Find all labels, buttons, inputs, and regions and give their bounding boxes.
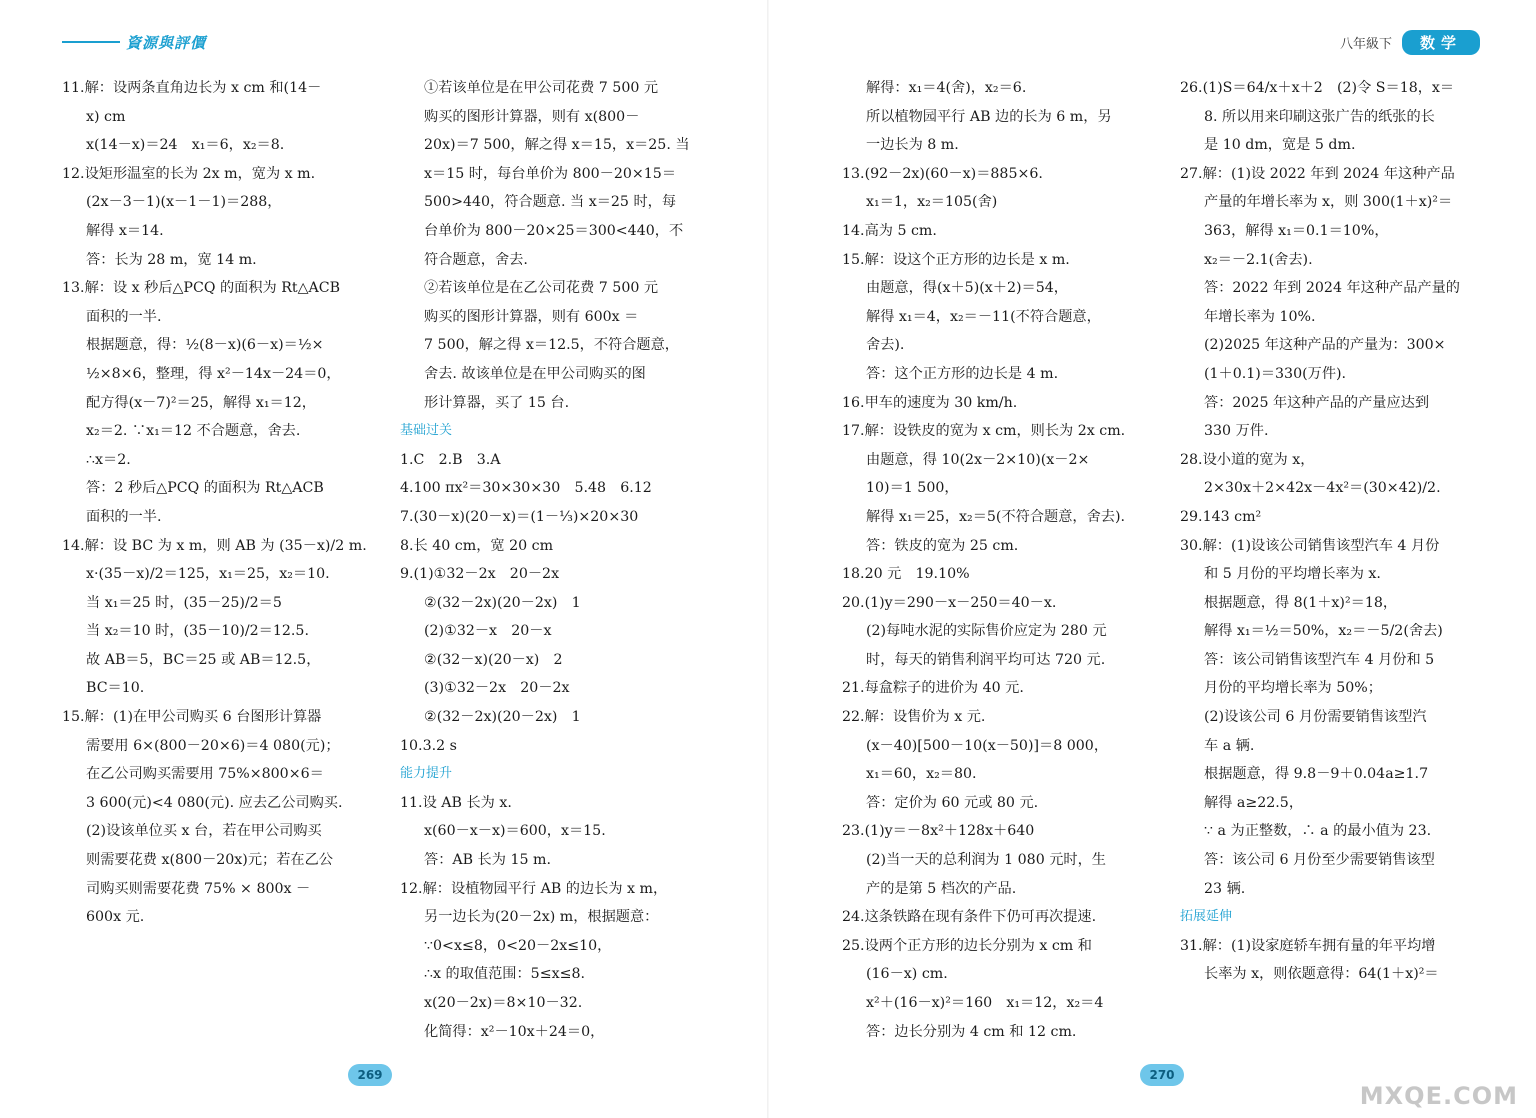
answer-line: 司购买则需要花费 75% × 800x － [86, 880, 311, 897]
answer-line: ②若该单位是在乙公司花费 7 500 元 [424, 280, 659, 297]
answer-line: x²＋(16－x)²＝160 x₁＝12，x₂＝4 [866, 995, 1104, 1011]
answer-line: 363，解得 x₁＝0.1＝10%， [1204, 222, 1389, 239]
header-brand [62, 30, 206, 54]
answer-line: 12.设矩形温室的长为 2x m，宽为 x m. [62, 165, 316, 182]
answer-line: 10)＝1 500， [866, 480, 959, 497]
answer-line: 330 万件. [1204, 423, 1269, 440]
answer-line: 21.每盒粽子的进价为 40 元. [842, 680, 1024, 697]
answer-line: 年增长率为 10%. [1204, 308, 1316, 325]
answer-line: 答：这个正方形的边长是 4 m. [866, 365, 1059, 382]
answer-line: 答：长为 28 m，宽 14 m. [86, 251, 257, 268]
answer-line: 18.20 元 19.10% [842, 566, 970, 583]
answer-line: ①若该单位是在甲公司花费 7 500 元 [424, 80, 659, 96]
answer-line: 14.解：设 BC 为 x m，则 AB 为 (35－x)/2 m. [62, 537, 367, 554]
answer-line: 解得 a≥22.5， [1204, 794, 1304, 811]
section-heading: 拓展延伸 [1180, 909, 1233, 925]
answer-line: (x－40)[500－10(x－50)]＝8 000， [866, 737, 1109, 754]
answer-line: 车 a 辆. [1204, 737, 1255, 754]
answer-line: 配方得(x－7)²＝25，解得 x₁＝12， [86, 394, 316, 411]
answer-line: 22.解：设售价为 x 元. [842, 709, 986, 726]
subject-badge: 数学 [1402, 30, 1480, 55]
answer-line: 2×30x＋2×42x－4x²＝(30×42)/2. [1204, 480, 1441, 497]
answer-line: x₁＝60，x₂＝80. [866, 766, 977, 783]
answer-line: (2x－3－1)(x－1－1)＝288， [86, 194, 282, 211]
answer-line: 17.解：设铁皮的宽为 x cm，则长为 2x cm. [842, 423, 1126, 440]
answer-line: ∵ a 为正整数，∴ a 的最小值为 23. [1204, 823, 1432, 840]
answer-line: x) cm [86, 108, 126, 125]
watermark: MXQE.COM [1359, 1082, 1518, 1110]
answer-line: x＝15 时，每台单价为 800－20×15＝ [424, 165, 677, 182]
answer-line: 7 500，解之得 x＝12.5，不符合题意， [424, 337, 679, 354]
answer-line: 是 10 dm，宽是 5 dm. [1204, 137, 1356, 154]
page-number-left: 269 [348, 1064, 392, 1086]
answer-line: 答：2022 年到 2024 年这种产品产量的 [1204, 280, 1460, 297]
answer-line: 所以植物园平行 AB 边的长为 6 m，另 [866, 108, 1112, 125]
answer-line: 当 x₁＝25 时，(35－25)/2＝5 [86, 594, 282, 611]
section-heading: 能力提升 [400, 766, 453, 782]
answer-line: 答：2 秒后△PCQ 的面积为 Rt△ACB [86, 480, 324, 497]
answer-line: 解得 x₁＝4，x₂＝－11(不符合题意， [866, 308, 1101, 325]
answer-line: x₁＝1，x₂＝105(舍) [866, 194, 998, 211]
answer-line: (2)每吨水泥的实际售价应定为 280 元 [866, 623, 1107, 640]
answer-line: 答：铁皮的宽为 25 cm. [866, 537, 1019, 554]
answer-line: 23 辆. [1204, 880, 1246, 897]
answer-line: ∴x 的取值范围：5≤x≤8. [424, 966, 586, 983]
answer-line: 答：该公司销售该型汽车 4 月份和 5 [1204, 651, 1435, 668]
answer-line: 10.3.2 s [400, 737, 457, 754]
answer-line: 解得 x＝14. [86, 222, 164, 239]
answer-line: 需要用 6×(800－20×6)＝4 080(元)； [86, 737, 340, 754]
answer-line: 20x)＝7 500，解之得 x＝15，x＝25. 当 [424, 137, 690, 154]
answer-line: 在乙公司购买需要用 75%×800×6＝ [86, 766, 324, 783]
answer-line: 长率为 x，则依题意得：64(1＋x)²＝ [1204, 966, 1439, 983]
answer-line: BC＝10. [86, 680, 145, 697]
answer-line: 答：AB 长为 15 m. [424, 852, 551, 869]
answer-line: ∴x＝2. [86, 451, 131, 468]
answer-line: 面积的一半. [86, 308, 162, 325]
answer-line: x·(35－x)/2＝125，x₁＝25，x₂＝10. [86, 566, 330, 583]
answer-line: 符合题意，舍去. [424, 251, 528, 268]
answer-column-4 [1180, 74, 1498, 989]
section-heading: 基础过关 [400, 423, 453, 439]
answer-column-2 [400, 74, 718, 1046]
answer-line: 台单价为 800－20×25＝300<440，不 [424, 222, 684, 239]
answer-line: x(14－x)＝24 x₁＝6，x₂＝8. [86, 137, 285, 154]
answer-line: 11.解：设两条直角边长为 x cm 和(14－ [62, 80, 322, 96]
answer-line: ②(32－x)(20－x) 2 [424, 651, 563, 668]
answer-line: 另一边长为(20－2x) m，根据题意： [424, 909, 659, 926]
header-rule [62, 41, 120, 43]
answer-line: 11.设 AB 长为 x. [400, 794, 512, 811]
answer-line: 24.这条铁路在现有条件下仍可再次提速. [842, 909, 1097, 926]
answer-line: 16.甲车的速度为 30 km/h. [842, 394, 1018, 411]
answer-line: (1＋0.1)＝330(万件). [1204, 365, 1347, 382]
answer-line: 13.解：设 x 秒后△PCQ 的面积为 Rt△ACB [62, 280, 341, 297]
answer-line: (2)设该公司 6 月份需要销售该型汽 [1204, 709, 1427, 726]
answer-line: (16－x) cm. [866, 966, 948, 983]
answer-line: 舍去). [866, 337, 905, 354]
answer-line: 15.解：设这个正方形的边长是 x m. [842, 251, 1070, 268]
answer-line: 600x 元. [86, 909, 145, 926]
answer-line: 一边长为 8 m. [866, 137, 959, 154]
answer-line: 29.143 cm² [1180, 508, 1262, 525]
page-fold [767, 0, 769, 1118]
answer-line: 25.设两个正方形的边长分别为 x cm 和 [842, 937, 1092, 954]
answer-line: 由题意，得(x＋5)(x＋2)＝54， [866, 280, 1068, 297]
answer-line: 23.(1)y＝－8x²＋128x＋640 [842, 823, 1035, 840]
answer-line: 由题意，得 10(2x－2×10)(x－2× [866, 451, 1090, 468]
answer-line: 9.(1)①32－2x 20－2x [400, 566, 560, 583]
answer-line: (2)2025 年这种产品的产量为：300× [1204, 337, 1446, 354]
answer-line: ②(32－2x)(20－2x) 1 [424, 709, 581, 726]
answer-line: x(60－x－x)＝600，x＝15. [424, 823, 606, 840]
answer-line: 解得：x₁＝4(舍)，x₂＝6. [866, 80, 1027, 96]
brand-title: 資源與評價 [126, 33, 207, 52]
answer-line: 28.设小道的宽为 x， [1180, 451, 1315, 468]
answer-line: 8.长 40 cm，宽 20 cm [400, 537, 554, 554]
answer-line: 形计算器，买了 15 台. [424, 394, 570, 411]
answer-line: 3 600(元)<4 080(元). 应去乙公司购买. [86, 794, 343, 811]
answer-line: ②(32－2x)(20－2x) 1 [424, 594, 581, 611]
answer-line: 26.(1)S＝64/x＋x＋2 (2)令 S＝18，x＝ [1180, 80, 1455, 96]
answer-line: 12.解：设植物园平行 AB 的边长为 x m， [400, 880, 668, 897]
answer-line: 根据题意，得 9.8－9＋0.04a≥1.7 [1204, 766, 1429, 783]
answer-line: 答：2025 年这种产品的产量应达到 [1204, 394, 1430, 411]
answer-line: 15.解：(1)在甲公司购买 6 台图形计算器 [62, 709, 322, 726]
header-right [1340, 30, 1480, 55]
answer-line: 1.C 2.B 3.A [400, 451, 501, 468]
answer-line: 时，每天的销售利润平均可达 720 元. [866, 651, 1106, 668]
page-number-right: 270 [1140, 1064, 1184, 1086]
answer-line: 面积的一半. [86, 508, 162, 525]
answer-line: 4.100 πx²＝30×30×30 5.48 6.12 [400, 480, 652, 497]
answer-line: 故 AB＝5，BC＝25 或 AB＝12.5， [86, 651, 321, 668]
answer-line: (2)设该单位买 x 台，若在甲公司购买 [86, 823, 322, 840]
answer-line: x₂＝2. ∵x₁＝12 不合题意，舍去. [86, 423, 301, 440]
answer-line: 根据题意，得 8(1＋x)²＝18， [1204, 594, 1398, 611]
answer-line: 答：该公司 6 月份至少需要销售该型 [1204, 852, 1435, 869]
answer-line: 月份的平均增长率为 50%； [1204, 680, 1382, 697]
answer-column-1 [62, 74, 380, 932]
answer-line: 8. 所以用来印刷这张广告的纸张的长 [1204, 108, 1435, 125]
answer-line: 27.解：(1)设 2022 年到 2024 年这种产品 [1180, 165, 1455, 182]
answer-line: 则需要花费 x(800－20x)元；若在乙公 [86, 852, 333, 869]
answer-line: 30.解：(1)设该公司销售该型汽车 4 月份 [1180, 537, 1440, 554]
answer-line: 31.解：(1)设家庭轿车拥有量的年平均增 [1180, 937, 1436, 954]
answer-line: 解得 x₁＝25，x₂＝5(不符合题意，舍去). [866, 508, 1125, 525]
answer-line: 答：边长分别为 4 cm 和 12 cm. [866, 1023, 1077, 1040]
answer-line: 7.(30－x)(20－x)＝(1－⅓)×20×30 [400, 508, 639, 525]
answer-line: 化简得：x²－10x＋24＝0， [424, 1023, 605, 1040]
answer-line: 舍去. 故该单位是在甲公司购买的图 [424, 365, 646, 382]
answer-line: 答：定价为 60 元或 80 元. [866, 794, 1039, 811]
answer-line: 产量的年增长率为 x，则 300(1＋x)²＝ [1204, 194, 1453, 211]
answer-line: 根据题意，得：½(8－x)(6－x)＝½× [86, 337, 324, 354]
answer-line: 当 x₂＝10 时，(35－10)/2＝12.5. [86, 623, 309, 640]
answer-line: ∵0<x≤8，0<20－2x≤10， [424, 937, 612, 954]
answer-line: ½×8×6，整理，得 x²－14x－24＝0， [86, 365, 341, 382]
answer-line: 产的是第 5 档次的产品. [866, 880, 1017, 897]
answer-line: 购买的图形计算器，则有 600x ＝ [424, 308, 639, 325]
answer-line: 500>440，符合题意. 当 x＝25 时，每 [424, 194, 677, 211]
answer-line: 13.(92－2x)(60－x)＝885×6. [842, 165, 1043, 182]
answer-line: (2)①32－x 20－x [424, 623, 552, 640]
grade-label: 八年級下 [1339, 37, 1392, 52]
answer-line: 购买的图形计算器，则有 x(800－ [424, 108, 640, 125]
answer-line: 和 5 月份的平均增长率为 x. [1204, 566, 1381, 583]
answer-column-3 [842, 74, 1160, 1046]
answer-line: (3)①32－2x 20－2x [424, 680, 570, 697]
answer-line: 20.(1)y＝290－x－250＝40－x. [842, 594, 1057, 611]
answer-line: x(20－2x)＝8×10－32. [424, 995, 583, 1011]
answer-line: (2)当一天的总利润为 1 080 元时，生 [866, 852, 1106, 869]
answer-line: 解得 x₁＝½＝50%，x₂＝－5/2(舍去) [1204, 623, 1443, 640]
answer-line: 14.高为 5 cm. [842, 222, 937, 239]
answer-line: x₂＝－2.1(舍去). [1204, 251, 1313, 268]
